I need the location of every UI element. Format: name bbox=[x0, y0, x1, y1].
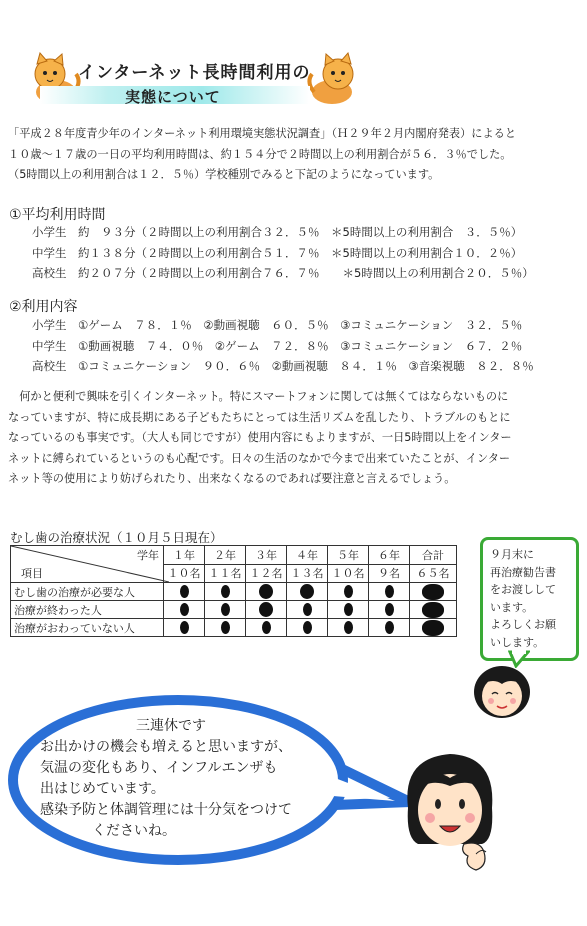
redaction-mark bbox=[303, 621, 312, 634]
redaction-mark bbox=[300, 584, 314, 599]
grade-count: １０名 bbox=[164, 564, 205, 583]
redaction-mark bbox=[422, 584, 444, 600]
redacted-cell bbox=[246, 619, 287, 637]
redacted-cell bbox=[205, 601, 246, 619]
redaction-mark bbox=[303, 603, 312, 616]
redaction-mark bbox=[422, 620, 444, 636]
redacted-cell bbox=[246, 583, 287, 601]
cat-illustration-right bbox=[306, 52, 362, 106]
grade-header: １年 bbox=[164, 546, 205, 565]
redacted-cell bbox=[328, 583, 369, 601]
body-line: なっているのも事実です。（大人も同じですが）使用内容にもよりますが、一日5時間以上をインター bbox=[8, 431, 512, 444]
redaction-mark bbox=[344, 621, 353, 634]
average-time-row: 高校生 約２０７分（２時間以上の利用割合７６．７％ ＊5時間以上の利用割合２０．５％） bbox=[32, 266, 534, 280]
usage-content-row: 高校生 ①コミュニケーション ９０．６％ ②動画視聴 ８４．１％ ③音楽視聴 ８２．８％ bbox=[32, 359, 534, 373]
notice-line: をお渡しして bbox=[490, 583, 556, 596]
intro-paragraph bbox=[8, 124, 516, 186]
grade-header-total: 合計 bbox=[410, 546, 457, 565]
girl-face-illustration bbox=[470, 662, 534, 720]
body-line: ネットに縛られているというのも心配です。日々の生活のなかで今まで出来ていたことが、インター bbox=[8, 451, 511, 465]
redacted-cell bbox=[164, 619, 205, 637]
intro-line: 「平成２８年度青少年のインターネット利用環境実態状況調査」（Ｈ２９年２月内閣府発表）によると bbox=[8, 127, 517, 140]
title-line-2: 実態について bbox=[125, 88, 221, 106]
redacted-cell bbox=[205, 619, 246, 637]
grade-header: ５年 bbox=[328, 546, 369, 565]
redacted-cell bbox=[369, 583, 410, 601]
redacted-cell bbox=[410, 619, 457, 637]
redaction-mark bbox=[344, 585, 353, 598]
redacted-cell bbox=[369, 619, 410, 637]
body-line: なっていますが、特に成長期にある子どもたちにとっては生活リズムを乱したり、トラブルのもとに bbox=[8, 410, 511, 424]
table-row bbox=[11, 619, 457, 637]
redaction-mark bbox=[385, 621, 394, 634]
grade-header: ３年 bbox=[246, 546, 287, 565]
grade-label: 学年 bbox=[137, 549, 159, 562]
section-heading-average-time: ①平均利用時間 bbox=[9, 207, 106, 223]
bubble-line: 三連休です bbox=[136, 718, 206, 734]
table-row bbox=[11, 601, 457, 619]
redacted-cell bbox=[369, 601, 410, 619]
redacted-cell bbox=[164, 601, 205, 619]
redacted-cell bbox=[328, 601, 369, 619]
row-label: むし歯の治療が必要な人 bbox=[11, 583, 164, 601]
redaction-mark bbox=[221, 603, 230, 616]
table-row bbox=[11, 583, 457, 601]
grade-count-total: ６５名 bbox=[410, 564, 457, 583]
grade-count: １２名 bbox=[246, 564, 287, 583]
redaction-mark bbox=[221, 621, 230, 634]
redaction-mark bbox=[221, 585, 230, 598]
redacted-cell bbox=[205, 583, 246, 601]
usage-content-row: 小学生 ①ゲーム ７８．１％ ②動画視聴 ６０．５％ ③コミュニケーション ３２．５％ bbox=[32, 318, 523, 332]
grade-count: １３名 bbox=[287, 564, 328, 583]
redaction-mark bbox=[262, 621, 271, 634]
redaction-mark bbox=[259, 602, 273, 617]
row-label: 治療がおわっていない人 bbox=[11, 619, 164, 637]
section-heading-usage-content: ②利用内容 bbox=[9, 299, 78, 315]
redaction-mark bbox=[180, 585, 189, 598]
redaction-mark bbox=[180, 621, 189, 634]
row-label: 治療が終わった人 bbox=[11, 601, 164, 619]
item-label: 項目 bbox=[21, 567, 43, 580]
average-time-list bbox=[32, 222, 534, 284]
intro-line: （5時間以上の利用割合は１２．５％）学校種別でみると下記のようになっています。 bbox=[8, 168, 440, 181]
table-header-row bbox=[11, 546, 457, 565]
title-line-1: インターネット長時間利用の bbox=[78, 63, 311, 83]
dental-table-title: むし歯の治療状況（１０月５日現在） bbox=[10, 530, 223, 545]
grade-header: ４年 bbox=[287, 546, 328, 565]
bubble-line: 感染予防と体調管理には十分気をつけて bbox=[40, 802, 292, 818]
redaction-mark bbox=[180, 603, 189, 616]
redaction-mark bbox=[385, 585, 394, 598]
bubble-line: 出はじめています。 bbox=[40, 781, 165, 797]
notice-line: よろしくお願 bbox=[490, 618, 556, 631]
redacted-cell bbox=[287, 601, 328, 619]
redacted-cell bbox=[287, 619, 328, 637]
notice-line: ９月末に bbox=[490, 548, 534, 561]
intro-line: １０歳～１７歳の一日の平均利用時間は、約１５４分で２時間以上の利用割合が５６．３％でした。 bbox=[8, 147, 512, 161]
notice-line: 再治療勧告書 bbox=[490, 565, 556, 579]
grade-count: ９名 bbox=[369, 564, 410, 583]
body-line: ネット等の使用により妨げられたり、出来なくなるのであれば要注意と言えるでしょう。 bbox=[8, 472, 456, 485]
bubble-text bbox=[40, 716, 292, 842]
notice-line: います。 bbox=[490, 600, 534, 614]
dental-status-table bbox=[10, 545, 457, 637]
redaction-mark bbox=[344, 603, 353, 616]
dental-table-wrapper bbox=[10, 545, 457, 637]
grade-count: １０名 bbox=[328, 564, 369, 583]
redacted-cell bbox=[246, 601, 287, 619]
average-time-row: 小学生 約 ９３分（２時間以上の利用割合３２．５％ ＊5時間以上の利用割合 ３．５％） bbox=[32, 225, 523, 239]
bubble-line: くださいね。 bbox=[92, 823, 176, 839]
grade-count: １１名 bbox=[205, 564, 246, 583]
usage-content-list bbox=[32, 315, 534, 377]
usage-content-row: 中学生 ①動画視聴 ７４．０％ ②ゲーム ７２．８％ ③コミュニケーション ６７．２％ bbox=[32, 338, 523, 353]
bubble-line: 気温の変化もあり、インフルエンザも bbox=[40, 760, 278, 776]
redacted-cell bbox=[410, 583, 457, 601]
redaction-mark bbox=[385, 603, 394, 616]
body-paragraph bbox=[8, 387, 512, 490]
grade-header: ２年 bbox=[205, 546, 246, 565]
redacted-cell bbox=[410, 601, 457, 619]
redacted-cell bbox=[164, 583, 205, 601]
body-line: 何かと便利で興味を引くインターネット。特にスマートフォンに関しては無くてはならないものに bbox=[8, 390, 509, 403]
table-corner-cell bbox=[11, 546, 164, 583]
grade-header: ６年 bbox=[369, 546, 410, 565]
teacher-illustration bbox=[398, 748, 502, 874]
redaction-mark bbox=[259, 584, 273, 599]
notice-line: いします。 bbox=[490, 635, 545, 649]
average-time-row: 中学生 約１３８分（２時間以上の利用割合５１．７％ ＊5時間以上の利用割合１０．２％） bbox=[32, 245, 523, 260]
redacted-cell bbox=[328, 619, 369, 637]
notice-text bbox=[490, 546, 556, 651]
redaction-mark bbox=[422, 602, 444, 618]
redacted-cell bbox=[287, 583, 328, 601]
bubble-line: お出かけの機会も増えると思いますが、 bbox=[40, 739, 292, 755]
